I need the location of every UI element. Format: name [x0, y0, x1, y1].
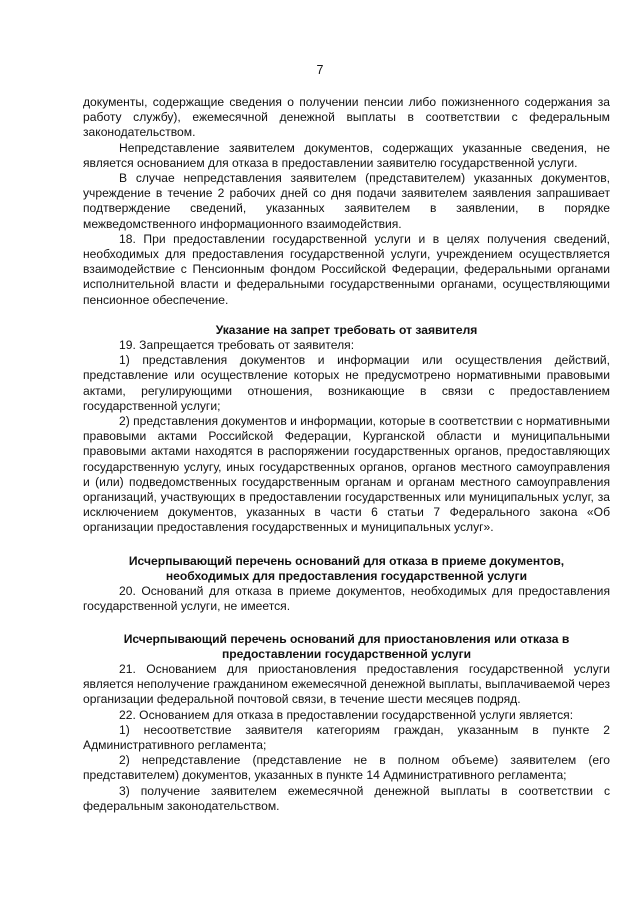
section-heading: предоставлении государственной услуги [221, 646, 472, 661]
paragraph: 18. При предоставлении государственной услуги и в целях получения сведений, необходимых для предоставления государственной услуги, учреждением осуществляется взаимодействие с Пенсионным фондом Российской Федерации, федеральными органами исполнительной власти и федеральными государственными органами, осуществляющими пенсионное обеспечение. [83, 231, 610, 307]
paragraph: 1) несоответствие заявителя категориям граждан, указанным в пункте 2 Административного регламента; [83, 722, 610, 752]
page-number: 7 [316, 63, 324, 77]
document-body [83, 95, 610, 814]
paragraph: 20. Оснований для отказа в приеме документов, необходимых для предоставления государственной услуги, не имеется. [83, 584, 610, 614]
paragraph: 19. Запрещается требовать от заявителя: [119, 338, 355, 353]
paragraph: 2) непредставление (представление не в полном объеме) заявителем (его представителем) документов, указанных в пункте 14 Административного регламента; [83, 753, 610, 783]
section-heading: необходимых для предоставления государственной услуги [165, 568, 528, 583]
paragraph: документы, содержащие сведения о получении пенсии либо пожизненного содержания за работу службу), ежемесячной денежной выплаты в соответствии с федеральным законодательством. [83, 95, 610, 140]
paragraph: 22. Основанием для отказа в предоставлении государственной услуги является: [119, 707, 574, 722]
paragraph: В случае непредставления заявителем (представителем) указанных документов, учреждение в течение 2 рабочих дней со дня подачи заявителем заявления запрашивает подтверждение сведений, указанных заявителем в заявлении, в порядке межведомственного информационного взаимодействия. [83, 171, 610, 231]
paragraph: Непредставление заявителем документов, содержащих указанные сведения, не является основанием для отказа в предоставлении заявителю государственной услуги. [83, 140, 610, 170]
paragraph: 2) представления документов и информации, которые в соответствии с нормативными правовыми актами Российской Федерации, Курганской области и муниципальными правовыми актами находятся в распоряжении государственных органов, предоставляющих государственную услугу, иных государственных органов, органов местного самоуправления и (или) подведомственных государственным органам и органам местного самоуправления организаций, участвующих в предоставлении государственных или муниципальных услуг, за исключением документов, указанных в части 6 статьи 7 Федерального закона «Об организации предоставления государственных и муниципальных услуг». [83, 414, 610, 535]
section-heading: Исчерпывающий перечень оснований для отказа в приеме документов, [128, 553, 565, 568]
paragraph: 3) получение заявителем ежемесячной денежной выплаты в соответствии с федеральным законодательством. [83, 783, 610, 813]
section-heading: Указание на запрет требовать от заявителя [215, 322, 478, 337]
paragraph: 1) представления документов и информации или осуществления действий, представление или осуществление которых не предусмотрено нормативными правовыми актами, регулирующими отношения, возникающие в связи с предоставлением государственной услуги; [83, 353, 610, 413]
section-heading: Исчерпывающий перечень оснований для приостановления или отказа в [123, 631, 570, 646]
paragraph: 21. Основанием для приостановления предоставления государственной услуги является неполучение гражданином ежемесячной денежной выплаты, выплачиваемой через организации федеральной почтовой связи, в течение шести месяцев подряд. [83, 661, 610, 707]
